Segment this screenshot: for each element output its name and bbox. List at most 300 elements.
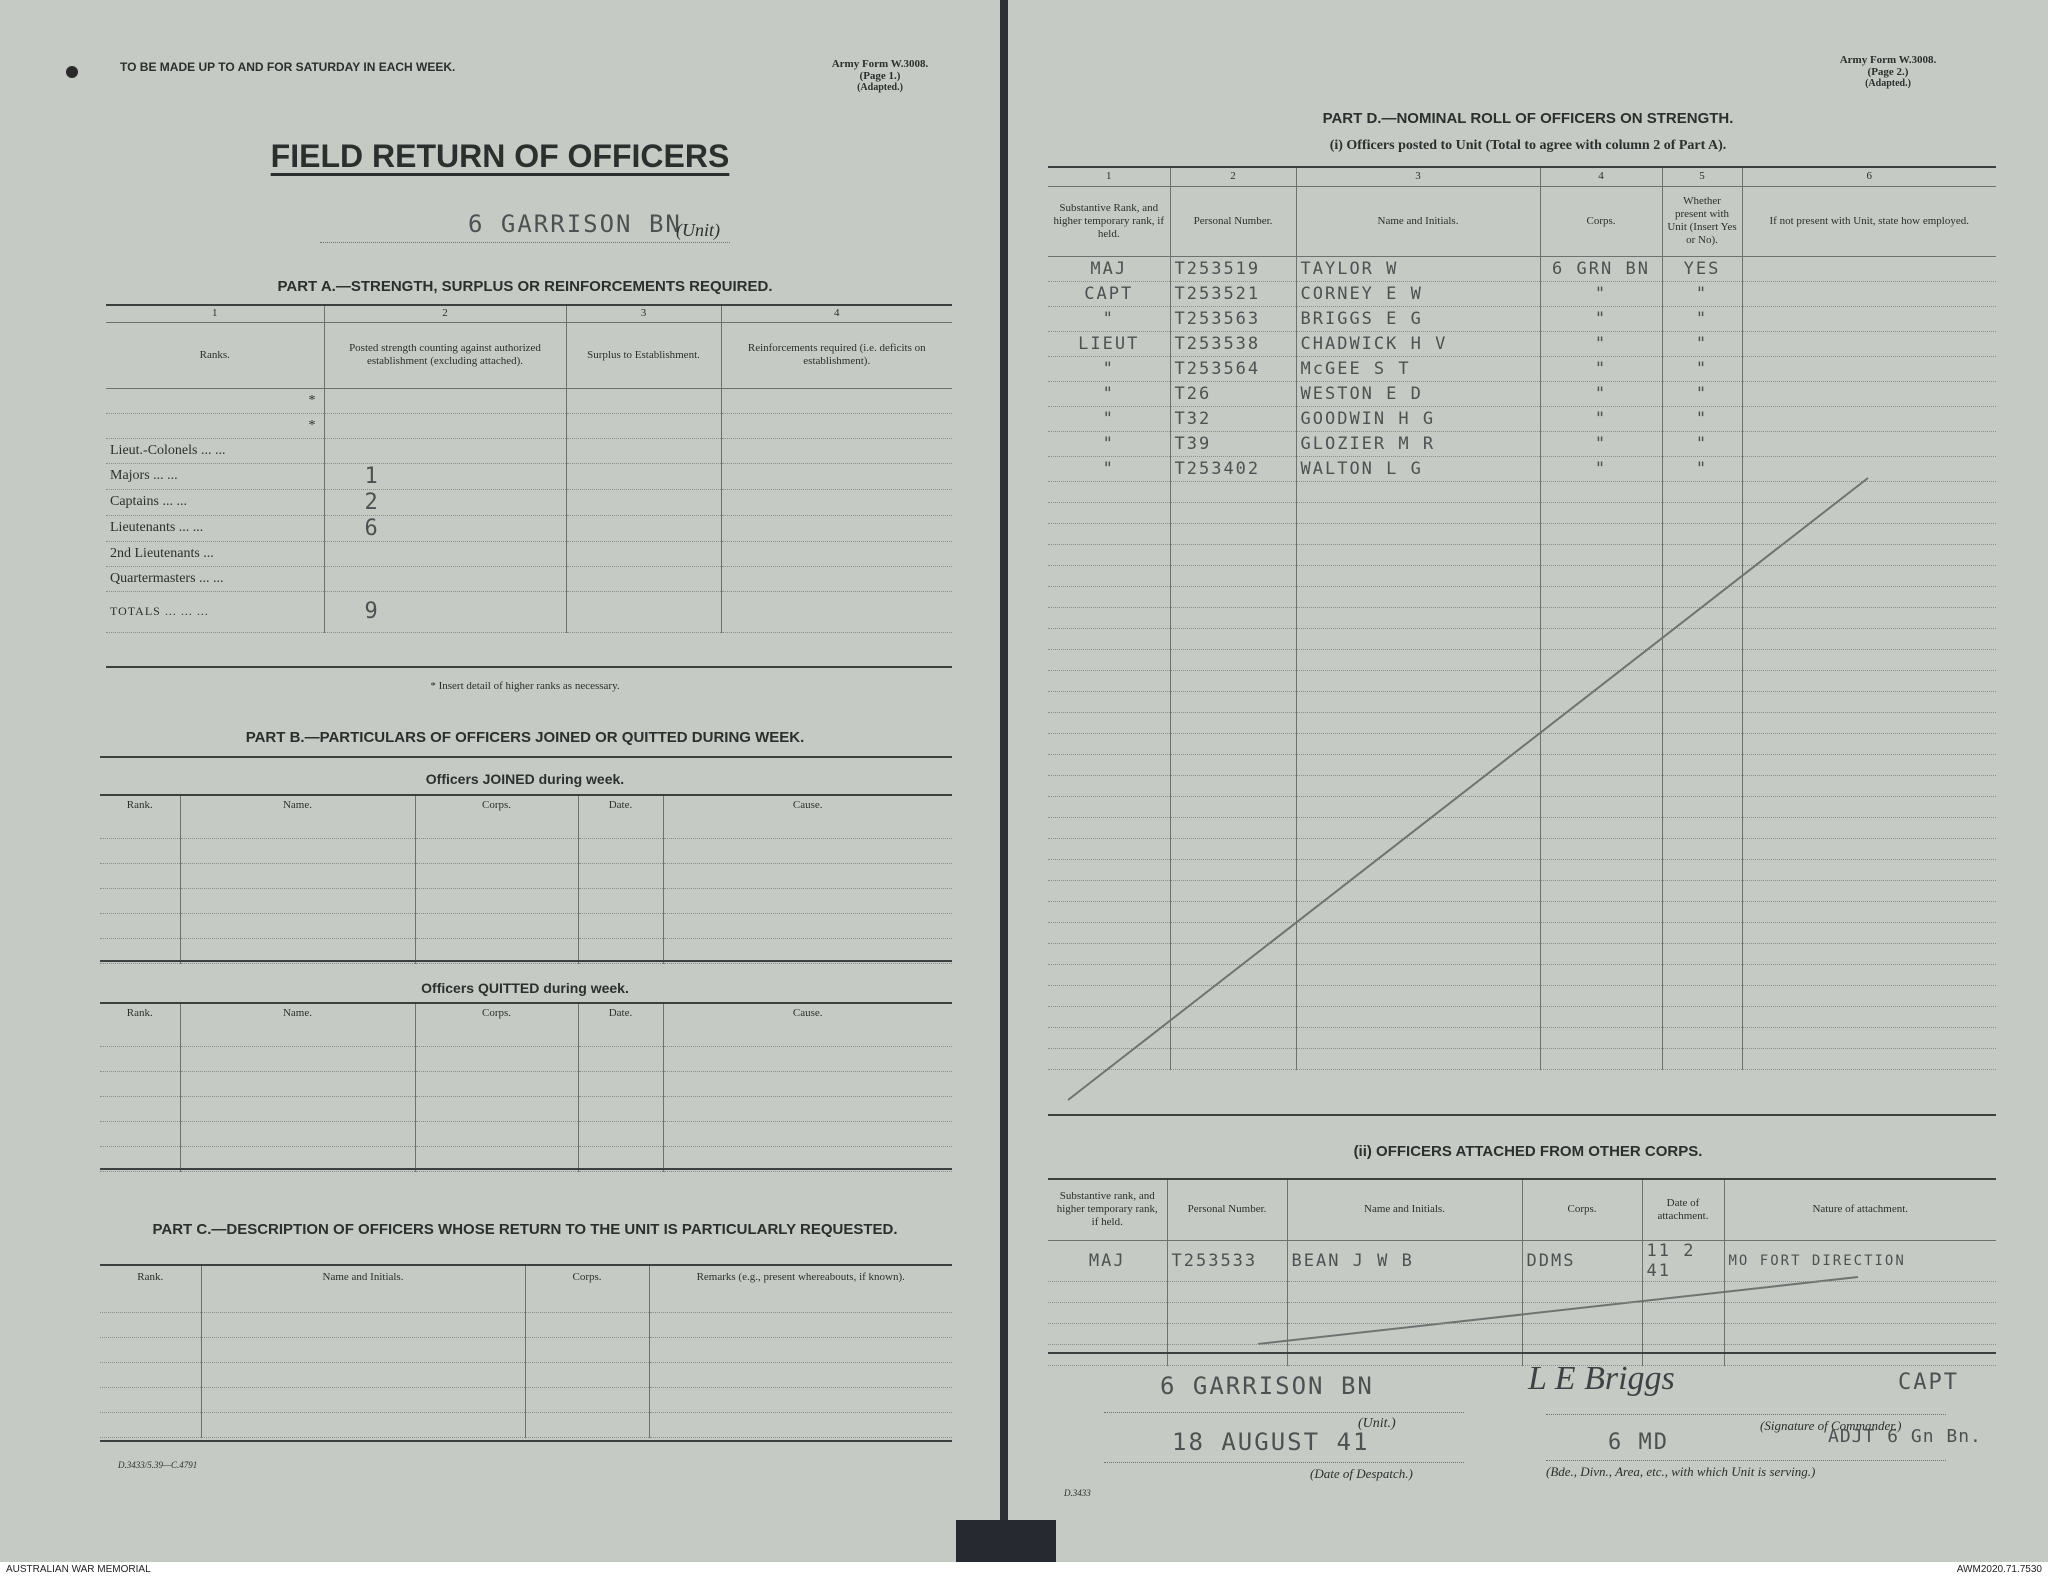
- part-a-table: [106, 306, 952, 633]
- surplus-value: [566, 463, 721, 489]
- table-cell: [1724, 1281, 1996, 1302]
- quitted-header-name: Name.: [180, 1004, 415, 1022]
- archive-footer: [0, 1562, 2048, 1578]
- table-cell: [415, 1047, 578, 1072]
- table-cell: [663, 1047, 952, 1072]
- table-cell: [100, 1363, 201, 1388]
- quitted-row: [100, 1022, 952, 1047]
- joined-row: [100, 839, 952, 864]
- officer-present: ": [1662, 456, 1742, 481]
- table-cell: [663, 1022, 952, 1047]
- posted-value: 2: [324, 489, 566, 515]
- rank-label: Lieut.-Colonels ... ...: [106, 438, 324, 463]
- table-cell: [578, 1072, 663, 1097]
- sig-unit-value: 6 GARRISON BN: [1160, 1372, 1374, 1400]
- part-c-header-remarks: Remarks (e.g., present whereabouts, if known).: [649, 1266, 952, 1288]
- table-cell: [578, 1097, 663, 1122]
- rank-label: *: [106, 388, 324, 413]
- table-cell: [1522, 1302, 1642, 1323]
- table-cell: [1167, 1323, 1287, 1344]
- table-cell: [525, 1413, 649, 1438]
- table-cell: [180, 889, 415, 914]
- table-cell: [578, 864, 663, 889]
- table-cell: [649, 1288, 952, 1313]
- surplus-value: [566, 489, 721, 515]
- attached-body: [1048, 1240, 1996, 1365]
- posted-value: [324, 541, 566, 566]
- table-cell: [525, 1313, 649, 1338]
- table-cell: [663, 889, 952, 914]
- joined-header-rank: Rank.: [126, 798, 153, 811]
- officer-corps: ": [1540, 381, 1662, 406]
- officer-number: T39: [1170, 431, 1296, 456]
- table-cell: [1167, 1302, 1287, 1323]
- joined-header-corps: Corps.: [415, 796, 578, 814]
- table-cell: [649, 1388, 952, 1413]
- joined-table: [100, 796, 952, 964]
- officer-name: GOODWIN H G: [1296, 406, 1540, 431]
- table-cell: [1642, 1302, 1724, 1323]
- rank-label: Quartermasters ... ...: [106, 566, 324, 591]
- table-cell: [1724, 1323, 1996, 1344]
- quitted-row: [100, 1047, 952, 1072]
- officer-corps: ": [1540, 431, 1662, 456]
- table-cell: [201, 1363, 525, 1388]
- posted-value: [324, 413, 566, 438]
- quitted-header-corps: Corps.: [415, 1004, 578, 1022]
- table-cell: [1167, 1281, 1287, 1302]
- table-cell: [100, 1313, 201, 1338]
- reinforcements-value: [721, 489, 952, 515]
- table-cell: [415, 889, 578, 914]
- officer-number: T253402: [1170, 456, 1296, 481]
- rank-label: TOTALS ... ... ...: [106, 591, 324, 632]
- part-c-row: [100, 1338, 952, 1363]
- table-cell: [1724, 1302, 1996, 1323]
- officer-corps: ": [1540, 331, 1662, 356]
- table-cell: [100, 839, 180, 864]
- col-number-3: 3: [566, 306, 721, 322]
- officer-rank: CAPT: [1048, 281, 1170, 306]
- sig-signature-line: [1546, 1414, 1946, 1415]
- officer-corps: 6 GRN BN: [1540, 256, 1662, 281]
- part-c-table: [100, 1266, 952, 1438]
- officer-rank: ": [1048, 456, 1170, 481]
- table-cell: [663, 864, 952, 889]
- rank-label: 2nd Lieutenants ...: [106, 541, 324, 566]
- part-c-row: [100, 1413, 952, 1438]
- table-cell: [100, 889, 180, 914]
- part-c-header-rank: Rank.: [137, 1270, 164, 1283]
- posted-value: [324, 438, 566, 463]
- part-d-title: PART D.—NOMINAL ROLL OF OFFICERS ON STRENGTH.: [1322, 110, 1734, 127]
- unit-label: (Unit): [676, 220, 720, 240]
- despatch-line: [1104, 1462, 1464, 1463]
- header-surplus: Surplus to Establishment.: [566, 322, 721, 388]
- officer-present: ": [1662, 381, 1742, 406]
- table-cell: [525, 1388, 649, 1413]
- table-cell: [1048, 1302, 1167, 1323]
- table-cell: [180, 1122, 415, 1147]
- unit-line: [320, 208, 730, 243]
- d-header-employed: If not present with Unit, state how employed.: [1742, 186, 1996, 256]
- commander-signature: L E Briggs: [1528, 1360, 1675, 1397]
- d-col-number-3: 3: [1296, 168, 1540, 186]
- att-header-nature: Nature of attachment.: [1724, 1180, 1996, 1240]
- table-cell: [525, 1288, 649, 1313]
- reinforcements-value: [721, 413, 952, 438]
- pencil-line-upper: [1068, 478, 1868, 1100]
- form-id-number: Army Form W.3008.: [1839, 54, 1937, 66]
- posted-value: 1: [324, 463, 566, 489]
- table-cell: [100, 1047, 180, 1072]
- part-c-row: [100, 1288, 952, 1313]
- quitted-row: [100, 1122, 952, 1147]
- officer-number: T253563: [1170, 306, 1296, 331]
- reinforcements-value: [721, 591, 952, 632]
- joined-title: Officers JOINED during week.: [425, 771, 625, 787]
- table-cell: [100, 814, 180, 839]
- d-col-number-5: 5: [1662, 168, 1742, 186]
- quitted-row: [100, 1097, 952, 1122]
- table-cell: [415, 864, 578, 889]
- reinforcements-value: [721, 566, 952, 591]
- table-cell: [180, 1022, 415, 1047]
- table-cell: [100, 1072, 180, 1097]
- att-header-corps: Corps.: [1522, 1180, 1642, 1240]
- archive-name: AUSTRALIAN WAR MEMORIAL: [6, 1564, 151, 1575]
- table-cell: [180, 914, 415, 939]
- d-col-number-1: 1: [1106, 170, 1112, 183]
- part-a-row: [106, 515, 952, 541]
- officer-name: CHADWICK H V: [1296, 331, 1540, 356]
- attached-name: BEAN J W B: [1287, 1240, 1522, 1281]
- table-cell: [663, 839, 952, 864]
- table-cell: [201, 1288, 525, 1313]
- table-cell: [100, 1388, 201, 1413]
- table-cell: [525, 1363, 649, 1388]
- att-header-rank: Substantive rank, and higher temporary rank, if held.: [1056, 1190, 1158, 1229]
- signature-block: [1048, 1360, 2008, 1480]
- table-cell: [663, 1072, 952, 1097]
- col-number-4: 4: [721, 306, 952, 322]
- part-a-row: [106, 541, 952, 566]
- quitted-table: [100, 1004, 952, 1172]
- officer-name: TAYLOR W: [1296, 256, 1540, 281]
- signature-rank: CAPT: [1898, 1370, 1959, 1395]
- officer-corps: ": [1540, 356, 1662, 381]
- part-c-row: [100, 1313, 952, 1338]
- quitted-header-rank: Rank.: [126, 1006, 153, 1019]
- attached-table: [1048, 1180, 1996, 1366]
- part-a-row: [106, 489, 952, 515]
- d-header-corps: Corps.: [1540, 186, 1662, 256]
- part-a-row: [106, 463, 952, 489]
- binding-strip: [1000, 0, 1008, 1562]
- table-cell: [180, 1097, 415, 1122]
- d-col-number-4: 4: [1540, 168, 1662, 186]
- part-c-row: [100, 1363, 952, 1388]
- part-a-row: [106, 566, 952, 591]
- officer-rank: MAJ: [1048, 256, 1170, 281]
- form-page: (Page 1.): [859, 70, 901, 82]
- joined-row: [100, 814, 952, 839]
- joined-body: [100, 814, 952, 964]
- officer-rank: LIEUT: [1048, 331, 1170, 356]
- part-b-title: PART B.—PARTICULARS OF OFFICERS JOINED OR QUITTED DURING WEEK.: [245, 729, 805, 746]
- attached-rank: MAJ: [1048, 1240, 1167, 1281]
- table-cell: [201, 1413, 525, 1438]
- d-header-present: Whether present with Unit (Insert Yes or No).: [1662, 186, 1742, 256]
- page-title: FIELD RETURN OF OFFICERS: [270, 138, 730, 174]
- officer-present: ": [1662, 431, 1742, 456]
- officer-number: T253564: [1170, 356, 1296, 381]
- unit-value: 6 GARRISON BN: [468, 210, 682, 238]
- officer-name: WESTON E D: [1296, 381, 1540, 406]
- despatch-value: 18 AUGUST 41: [1172, 1428, 1370, 1456]
- bottom-binding: [956, 1520, 1056, 1562]
- form-id: [800, 58, 960, 94]
- table-cell: [1522, 1281, 1642, 1302]
- officer-present: ": [1662, 281, 1742, 306]
- d-col-number-2: 2: [1170, 168, 1296, 186]
- attached-row-blank: [1048, 1302, 1996, 1323]
- table-cell: [578, 814, 663, 839]
- officer-number: T253521: [1170, 281, 1296, 306]
- table-cell: [415, 914, 578, 939]
- top-note: TO BE MADE UP TO AND FOR SATURDAY IN EACH WEEK.: [120, 60, 456, 74]
- print-code: D.3433: [1064, 1488, 1091, 1498]
- officer-rank: ": [1048, 306, 1170, 331]
- table-cell: [201, 1388, 525, 1413]
- part-c-header-corps: Corps.: [525, 1266, 649, 1288]
- officer-name: CORNEY E W: [1296, 281, 1540, 306]
- d-header-number: Personal Number.: [1170, 186, 1296, 256]
- archive-reference: AWM2020.71.7530: [1956, 1564, 2042, 1575]
- table-cell: [415, 1097, 578, 1122]
- part-c-header-name: Name and Initials.: [201, 1266, 525, 1288]
- table-cell: [649, 1363, 952, 1388]
- header-reinforcements: Reinforcements required (i.e. deficits on establishment).: [721, 322, 952, 388]
- table-cell: [578, 1022, 663, 1047]
- joined-header-date: Date.: [578, 796, 663, 814]
- rank-label: Captains ... ...: [106, 489, 324, 515]
- attached-number: T253533: [1167, 1240, 1287, 1281]
- form-page: (Page 2.): [1867, 66, 1909, 78]
- table-cell: [1287, 1281, 1522, 1302]
- attached-nature: MO FORT DIRECTION: [1724, 1240, 1996, 1281]
- table-cell: [578, 1122, 663, 1147]
- quitted-header-date: Date.: [578, 1004, 663, 1022]
- table-cell: [578, 1047, 663, 1072]
- d-header-rank: Substantive Rank, and higher temporary rank, if held.: [1053, 201, 1165, 240]
- joined-row: [100, 889, 952, 914]
- part-c-title: PART C.—DESCRIPTION OF OFFICERS WHOSE RETURN TO THE UNIT IS PARTICULARLY REQUESTED.: [152, 1221, 898, 1238]
- table-cell: [663, 1122, 952, 1147]
- table-cell: [100, 1413, 201, 1438]
- reinforcements-value: [721, 388, 952, 413]
- table-cell: [1642, 1281, 1724, 1302]
- officer-rank: ": [1048, 356, 1170, 381]
- area-value: 6 MD: [1608, 1430, 1669, 1455]
- surplus-value: [566, 541, 721, 566]
- officer-rank: ": [1048, 431, 1170, 456]
- officer-rank: ": [1048, 381, 1170, 406]
- part-a-title: PART A.—STRENGTH, SURPLUS OR REINFORCEMENTS REQUIRED.: [277, 278, 773, 295]
- attached-corps: DDMS: [1522, 1240, 1642, 1281]
- table-cell: [415, 839, 578, 864]
- officer-present: ": [1662, 356, 1742, 381]
- table-cell: [415, 1122, 578, 1147]
- table-cell: [1642, 1323, 1724, 1344]
- attached-row-blank: [1048, 1323, 1996, 1344]
- att-header-number: Personal Number.: [1167, 1180, 1287, 1240]
- part-a-footnote: * Insert detail of higher ranks as necessary.: [430, 680, 620, 692]
- att-header-date: Date of attachment.: [1642, 1180, 1724, 1240]
- table-cell: [100, 1097, 180, 1122]
- table-cell: [578, 889, 663, 914]
- officer-corps: ": [1540, 281, 1662, 306]
- officer-number: T253538: [1170, 331, 1296, 356]
- area-extra: ADJT 6 Gn Bn.: [1828, 1426, 1982, 1447]
- table-cell: [649, 1413, 952, 1438]
- posted-value: 9: [324, 591, 566, 632]
- att-header-name: Name and Initials.: [1287, 1180, 1522, 1240]
- officer-number: T32: [1170, 406, 1296, 431]
- part-a-row: [106, 413, 952, 438]
- part-a-row: [106, 438, 952, 463]
- part-c-body: [100, 1288, 952, 1438]
- table-cell: [663, 814, 952, 839]
- officer-name: BRIGGS E G: [1296, 306, 1540, 331]
- form-id-number: Army Form W.3008.: [831, 58, 929, 70]
- officer-present: ": [1662, 331, 1742, 356]
- punch-hole: [66, 66, 78, 78]
- despatch-label: (Date of Despatch.): [1310, 1466, 1413, 1481]
- attached-row: [1048, 1240, 1996, 1281]
- table-cell: [415, 814, 578, 839]
- table-cell: [180, 814, 415, 839]
- rank-label: *: [106, 413, 324, 438]
- table-cell: [663, 914, 952, 939]
- surplus-value: [566, 515, 721, 541]
- joined-header-name: Name.: [180, 796, 415, 814]
- area-line: [1546, 1460, 1946, 1461]
- table-cell: [201, 1313, 525, 1338]
- table-cell: [525, 1338, 649, 1363]
- header-posted: Posted strength counting against authorized establishment (excluding attached).: [324, 322, 566, 388]
- form-adapted: (Adapted.): [857, 82, 903, 93]
- part-c-row: [100, 1388, 952, 1413]
- attached-row-blank: [1048, 1281, 1996, 1302]
- reinforcements-value: [721, 515, 952, 541]
- surplus-value: [566, 413, 721, 438]
- attached-date: 11 2 41: [1642, 1240, 1724, 1281]
- rank-label: Majors ... ...: [106, 463, 324, 489]
- joined-row: [100, 914, 952, 939]
- table-cell: [1522, 1323, 1642, 1344]
- table-cell: [578, 839, 663, 864]
- table-cell: [649, 1338, 952, 1363]
- print-code: D.3433/5.39—C.4791: [118, 1460, 198, 1470]
- table-cell: [1287, 1323, 1522, 1344]
- table-cell: [415, 1072, 578, 1097]
- officer-corps: ": [1540, 306, 1662, 331]
- officer-present: YES: [1662, 256, 1742, 281]
- officer-number: T253519: [1170, 256, 1296, 281]
- d-col-number-6: 6: [1742, 168, 1996, 186]
- d-header-name: Name and Initials.: [1296, 186, 1540, 256]
- table-cell: [180, 864, 415, 889]
- reinforcements-value: [721, 463, 952, 489]
- reinforcements-value: [721, 541, 952, 566]
- table-cell: [1048, 1323, 1167, 1344]
- quitted-header-cause: Cause.: [663, 1004, 952, 1022]
- form-adapted: (Adapted.): [1865, 78, 1911, 89]
- table-cell: [100, 914, 180, 939]
- col-number-2: 2: [324, 306, 566, 322]
- officer-name: GLOZIER M R: [1296, 431, 1540, 456]
- reinforcements-value: [721, 438, 952, 463]
- table-cell: [100, 864, 180, 889]
- attached-title: (ii) OFFICERS ATTACHED FROM OTHER CORPS.: [1353, 1143, 1703, 1160]
- signature-label: (Signature of Commander.): [1760, 1418, 1902, 1433]
- table-cell: [1048, 1281, 1167, 1302]
- table-cell: [415, 1022, 578, 1047]
- table-cell: [201, 1338, 525, 1363]
- officer-rank: ": [1048, 406, 1170, 431]
- joined-row: [100, 864, 952, 889]
- right-page: [1008, 0, 2048, 1562]
- table-cell: [180, 1072, 415, 1097]
- table-cell: [578, 914, 663, 939]
- surplus-value: [566, 591, 721, 632]
- quitted-body: [100, 1022, 952, 1172]
- officer-corps: ": [1540, 406, 1662, 431]
- officer-corps: ": [1540, 456, 1662, 481]
- table-cell: [100, 1022, 180, 1047]
- posted-value: 6: [324, 515, 566, 541]
- header-ranks: Ranks.: [199, 348, 230, 361]
- part-d-subtitle: (i) Officers posted to Unit (Total to agree with column 2 of Part A).: [1329, 138, 1727, 153]
- part-a-row: [106, 388, 952, 413]
- sig-unit-label: (Unit.): [1358, 1416, 1396, 1431]
- table-cell: [663, 1097, 952, 1122]
- officer-number: T26: [1170, 381, 1296, 406]
- part-a-row: [106, 591, 952, 632]
- officer-name: McGEE S T: [1296, 356, 1540, 381]
- joined-header-cause: Cause.: [663, 796, 952, 814]
- table-cell: [1287, 1302, 1522, 1323]
- officer-present: ": [1662, 406, 1742, 431]
- posted-value: [324, 566, 566, 591]
- part-a-body: [106, 388, 952, 632]
- surplus-value: [566, 438, 721, 463]
- officer-present: ": [1662, 306, 1742, 331]
- left-page: [0, 0, 1000, 1562]
- col-number-1: 1: [212, 307, 218, 320]
- surplus-value: [566, 388, 721, 413]
- sig-unit-line: [1104, 1412, 1464, 1413]
- officer-name: WALTON L G: [1296, 456, 1540, 481]
- quitted-title: Officers QUITTED during week.: [421, 980, 629, 996]
- table-cell: [100, 1288, 201, 1313]
- table-cell: [100, 1338, 201, 1363]
- quitted-row: [100, 1072, 952, 1097]
- table-cell: [180, 1047, 415, 1072]
- posted-value: [324, 388, 566, 413]
- table-cell: [649, 1313, 952, 1338]
